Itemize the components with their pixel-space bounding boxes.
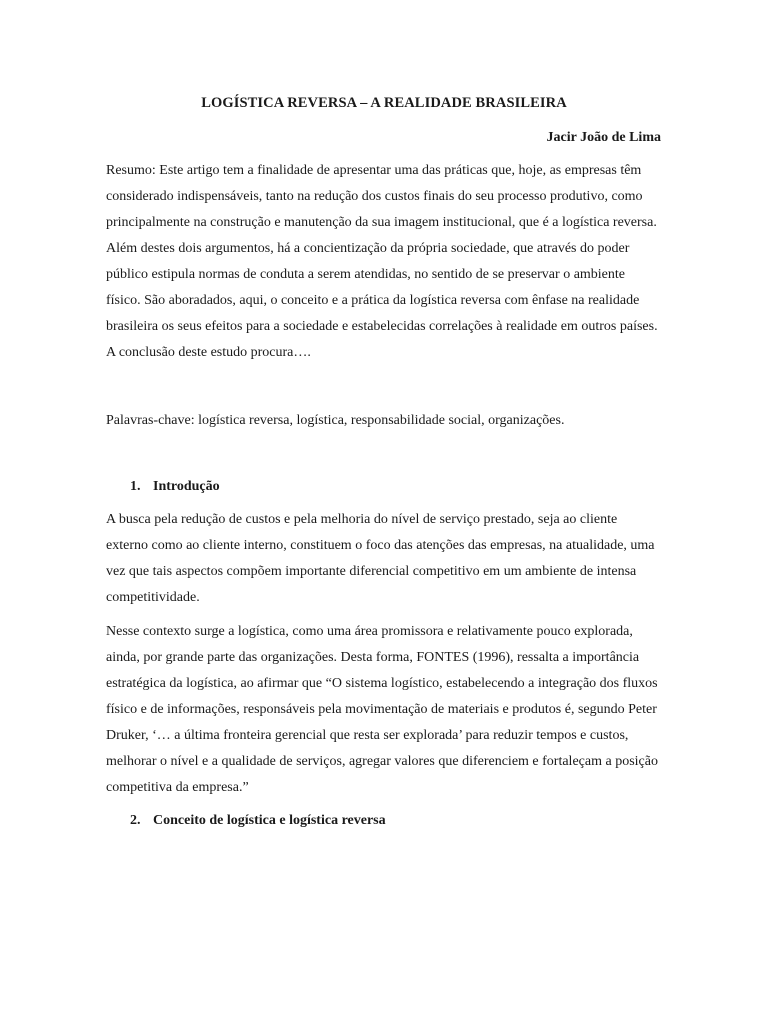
section-heading-introducao	[130, 479, 220, 495]
section-number: 2.	[130, 813, 141, 828]
document-title: LOGÍSTICA REVERSA – A REALIDADE BRASILEIRA	[201, 95, 567, 111]
section-heading-text: Conceito de logística e logística reversa	[153, 813, 386, 828]
section-number: 1.	[130, 479, 141, 494]
abstract-paragraph: Resumo: Este artigo tem a finalidade de apresentar uma das práticas que, hoje, as empresas têm considerado indispensáveis, tanto na redução dos custos finais do seu processo produtivo, como principalmente na construção e manutenção da sua imagem institucional, que é a logística reversa. Além destes dois argumentos, há a concientização da própria sociedade, que através do poder público estipula normas de conduta a serem atendidas, no sentido de se preservar o ambiente físico. São aboradados, aqui, o conceito e a prática da logística reversa com ênfase na realidade brasileira os seus efeitos para a sociedade e estabelecidas correlações à realidade em outros países. A conclusão deste estudo procura….	[106, 163, 658, 360]
body-paragraph: Nesse contexto surge a logística, como uma área promissora e relativamente pouco explorada, ainda, por grande parte das organizações. Desta forma, FONTES (1996), ressalta a importância estratégica da logística, ao afirmar que “O sistema logístico, estabelecendo a integração dos fluxos físico e de informações, responsáveis pela movimentação de materiais e produtos é, segundo Peter Druker, ‘… a última fronteira gerencial que resta ser explorada’ para reduzir tempos e custos, melhorar o nível e a qualidade de serviços, agregar valores que diferenciem e fortaleçam a posição competitiva da empresa.”	[106, 624, 658, 795]
section-heading-conceito	[130, 813, 386, 829]
author-name: Jacir João de Lima	[546, 130, 661, 145]
keywords-paragraph: Palavras-chave: logística reversa, logística, responsabilidade social, organizações.	[106, 413, 565, 428]
section-heading-text: Introdução	[153, 479, 220, 494]
body-paragraph: A busca pela redução de custos e pela melhoria do nível de serviço prestado, seja ao cliente externo como ao cliente interno, constituem o foco das atenções das empresas, na atualidade, uma vez que tais aspectos compõem importante diferencial competitivo em um ambiente de intensa competitividade.	[106, 512, 655, 605]
